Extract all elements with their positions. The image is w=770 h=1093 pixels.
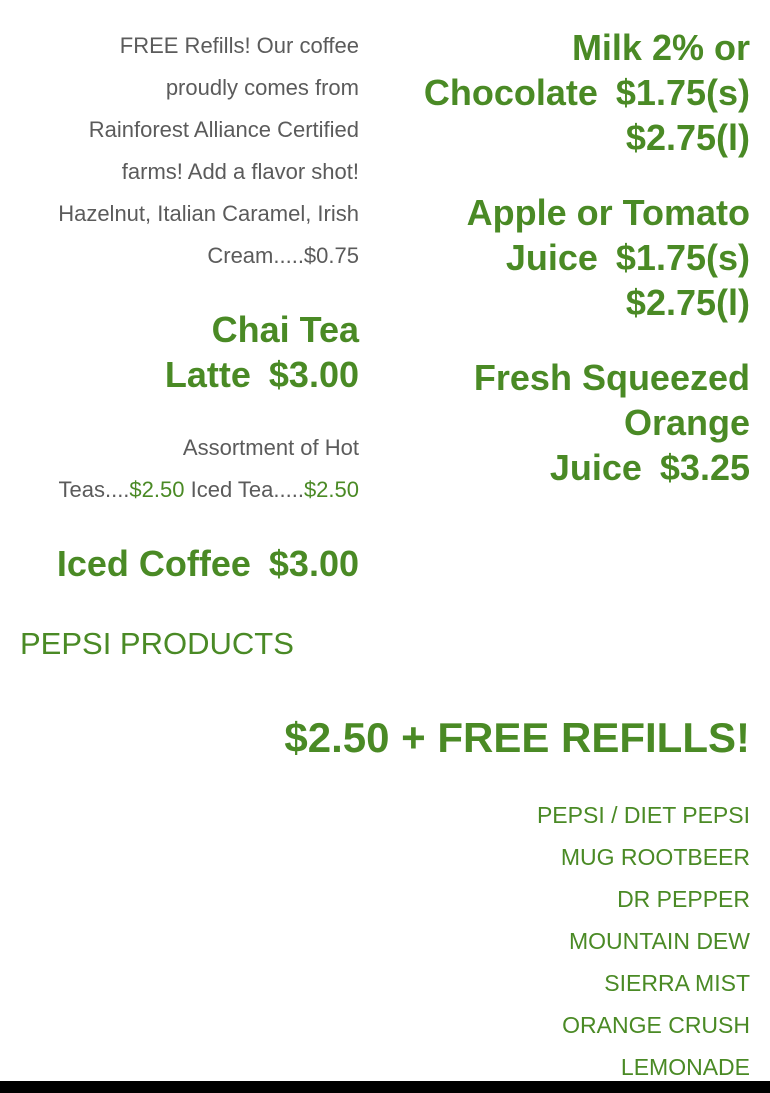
juice-price-small: $1.75(s) (615, 237, 750, 278)
coffee-desc-line: Cream.....$0.75 (207, 243, 359, 268)
bottom-bar (0, 1081, 770, 1093)
drink-item: ORANGE CRUSH (562, 1012, 750, 1038)
chai-tea-name: Chai Tea (211, 309, 359, 350)
tea-assortment-item (14, 427, 359, 511)
pepsi-price-banner: $2.50 + FREE REFILLS! (284, 714, 750, 761)
tea-assortment-title: Assortment of Hot (182, 435, 359, 460)
coffee-desc-line: FREE Refills! Our coffee (119, 33, 359, 58)
juice-name-line2: Juice (505, 237, 598, 278)
juice-item (380, 190, 750, 325)
iced-tea-label: Iced Tea..... (184, 477, 304, 502)
orange-juice-name-line3: Juice (549, 447, 642, 488)
hot-tea-price: $2.50 (129, 477, 185, 502)
iced-coffee-price: $3.00 (268, 543, 359, 584)
orange-juice-name: Fresh Squeezed (473, 357, 750, 398)
orange-juice-name-line2: Orange (623, 402, 750, 443)
milk-price-large: $2.75(l) (625, 117, 750, 158)
coffee-desc-line: Rainforest Alliance Certified (88, 117, 359, 142)
milk-price-small: $1.75(s) (615, 72, 750, 113)
iced-coffee-item (14, 541, 359, 586)
milk-name: Milk 2% or (571, 27, 750, 68)
chai-tea-latte-item (14, 307, 359, 397)
pepsi-products-heading: PEPSI PRODUCTS (20, 626, 294, 661)
drink-item: MUG ROOTBEER (560, 844, 750, 870)
coffee-desc-line: farms! Add a flavor shot! (121, 159, 359, 184)
drink-item: MOUNTAIN DEW (568, 928, 750, 954)
milk-item (380, 25, 750, 160)
milk-name-line2: Chocolate (423, 72, 598, 113)
orange-juice-item (380, 355, 750, 490)
tea-prices-line (14, 469, 359, 511)
coffee-description (14, 25, 359, 277)
drink-item: DR PEPPER (617, 886, 750, 912)
iced-tea-price: $2.50 (303, 477, 359, 502)
orange-juice-price: $3.25 (659, 447, 750, 488)
drink-item: LEMONADE (620, 1054, 750, 1080)
drink-item: PEPSI / DIET PEPSI (536, 802, 750, 828)
iced-coffee-name: Iced Coffee (56, 543, 251, 584)
coffee-desc-line: Hazelnut, Italian Caramel, Irish (58, 201, 359, 226)
juice-name: Apple or Tomato (466, 192, 750, 233)
juice-price-large: $2.75(l) (625, 282, 750, 323)
hot-tea-label: Teas.... (58, 477, 130, 502)
chai-tea-name-line2: Latte $3.00 (164, 354, 359, 395)
coffee-desc-line: proudly comes from (165, 75, 359, 100)
pepsi-drink-list (537, 794, 750, 1088)
drink-item: SIERRA MIST (604, 970, 750, 996)
chai-tea-price: $3.00 (268, 354, 359, 395)
